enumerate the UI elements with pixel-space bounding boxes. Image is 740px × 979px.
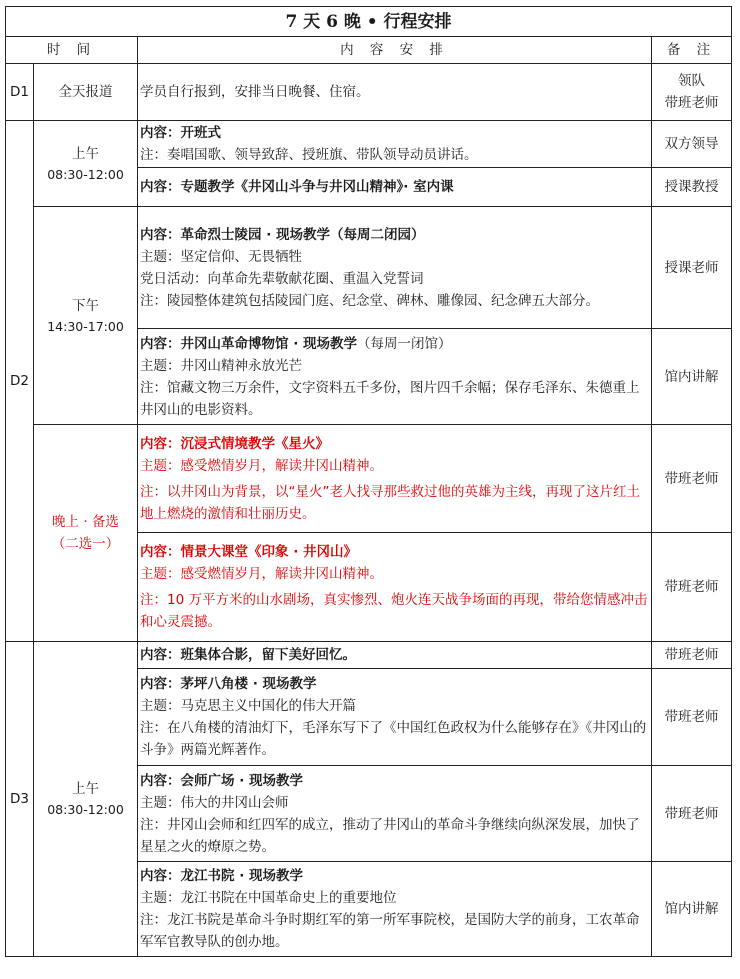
item-title: 内容：沉浸式情境教学《星火》 <box>140 435 329 452</box>
day-label-d1: D1 <box>6 64 34 121</box>
schedule-table <box>5 6 732 957</box>
item-title: 内容：井冈山革命博物馆 · 现场教学 <box>140 335 358 352</box>
d1-note-line1: 领队 <box>678 73 705 89</box>
d3-time: 08:30-12:00 <box>47 802 124 817</box>
item-title: 内容：革命烈士陵园 · 现场教学（每周二闭园） <box>140 226 425 243</box>
item-line: 主题：感受燃情岁月，解读井冈山精神。 <box>140 457 383 474</box>
item-line: 注：井冈山会师和红四军的成立，推动了井冈山的革命斗争继续向纵深发展，加快了星星之火的燎原之势。 <box>140 816 640 855</box>
item-title: 内容：情景大课堂《印象 · 井冈山》 <box>140 544 358 560</box>
item-line: 注：以井冈山为背景，以“星火”老人找寻那些救过他的英雄为主线，再现了这片红土地上燃烧的激情和壮丽历史。 <box>140 483 640 522</box>
d2-afternoon-item-1 <box>138 207 652 329</box>
header-time: 时 间 <box>6 37 138 64</box>
item-title-suffix: （每周一闭馆） <box>357 335 452 352</box>
d3-note-1: 带班老师 <box>652 642 732 669</box>
d3-label: 上午 <box>72 781 99 797</box>
d3-item-2 <box>138 669 652 766</box>
d2-morning-item-2 <box>138 168 652 207</box>
item-line: 注：馆藏文物三万余件，文字资料五千多份，图片四千余幅；保存毛泽东、朱德重上井冈山的电影资料。 <box>140 379 640 418</box>
d2-afternoon-item-2 <box>138 329 652 425</box>
item-line: 注：10 万平方米的山水剧场，真实惨烈、炮火连天战争场面的再现，带给您情感冲击和心灵震撼。 <box>140 592 648 630</box>
d2-afternoon-label: 下午 <box>72 297 99 314</box>
header-content: 内 容 安 排 <box>138 37 652 64</box>
d3-note-3: 带班老师 <box>652 766 732 862</box>
d2-morning-note-1: 双方领导 <box>652 121 732 168</box>
d2-afternoon-time: 14:30-17:00 <box>47 318 124 334</box>
item-line: 党日活动：向革命先辈敬献花圈、重温入党誓词 <box>140 270 424 287</box>
header-row <box>6 37 732 64</box>
d3-row-1 <box>6 642 732 669</box>
d1-content: 学员自行报到，安排当日晚餐、住宿。 <box>138 64 652 121</box>
d2-morning-time: 08:30-12:00 <box>47 166 124 182</box>
d3-item-1 <box>138 642 652 669</box>
d2-evening-label: 晚上 · 备选 <box>52 514 119 530</box>
d3-item-4 <box>138 862 652 957</box>
d3-note-4: 馆内讲解 <box>652 862 732 957</box>
d3-time-cell <box>34 642 138 957</box>
item-title: 内容：会师广场 · 现场教学 <box>140 772 304 789</box>
d2-afternoon-time-cell <box>34 207 138 425</box>
item-title: 内容：班集体合影，留下美好回忆。 <box>140 647 356 663</box>
d2-evening-note-2: 带班老师 <box>652 533 732 642</box>
item-title-wrap <box>140 333 649 355</box>
item-title: 内容：专题教学《井冈山斗争与井冈山精神》· 室内课 <box>140 179 454 195</box>
day-label-d2: D2 <box>6 121 34 642</box>
d2-evening-time-cell <box>34 425 138 642</box>
title-row <box>6 7 732 37</box>
d1-note <box>652 64 732 121</box>
d1-time: 全天报道 <box>34 64 138 121</box>
item-line: 注：在八角楼的清油灯下，毛泽东写下了《中国红色政权为什么能够存在》《井冈山的斗争》两篇光辉著作。 <box>140 720 647 758</box>
d1-note-line2: 带班老师 <box>664 95 719 111</box>
d2-morning-time-cell <box>34 121 138 207</box>
d2-evening-item-1 <box>138 425 652 533</box>
d2-evening-item-2 <box>138 533 652 642</box>
d2-morning-label: 上午 <box>72 145 99 162</box>
item-title: 内容：龙江书院 · 现场教学 <box>140 868 304 884</box>
d3-item-3 <box>138 766 652 862</box>
header-note: 备 注 <box>652 37 732 64</box>
item-line: 主题：井冈山精神永放光芒 <box>140 357 302 374</box>
item-line: 主题：马克思主义中国化的伟大开篇 <box>140 698 356 714</box>
d2-evening-row-1 <box>6 425 732 533</box>
d2-evening-note-1: 带班老师 <box>652 425 732 533</box>
item-line: 主题：坚定信仰、无畏牺牲 <box>140 248 302 265</box>
day-label-d3: D3 <box>6 642 34 957</box>
table-title: 7 天 6 晚 • 行程安排 <box>6 7 732 37</box>
d2-afternoon-row-1 <box>6 207 732 329</box>
d2-afternoon-note-2: 馆内讲解 <box>652 329 732 425</box>
item-title: 内容：开班式 <box>140 125 221 141</box>
item-line: 主题：伟大的井冈山会师 <box>140 794 289 811</box>
item-line: 主题：龙江书院在中国革命史上的重要地位 <box>140 890 397 906</box>
d2-afternoon-note-1: 授课老师 <box>652 207 732 329</box>
item-line: 主题：感受燃情岁月，解读井冈山精神。 <box>140 566 383 582</box>
d2-morning-row-1 <box>6 121 732 168</box>
d1-row <box>6 64 732 121</box>
d2-morning-item-1 <box>138 121 652 168</box>
d3-note-2: 带班老师 <box>652 669 732 766</box>
item-line: 注：奏唱国歌、领导致辞、授班旗、带队领导动员讲话。 <box>140 147 478 163</box>
d2-evening-sub: （二选一） <box>51 536 120 552</box>
item-line: 注：龙江书院是革命斗争时期红军的第一所军事院校，是国防大学的前身，工农革命军军官教导队的创办地。 <box>140 912 640 950</box>
item-line: 注：陵园整体建筑包括陵园门庭、纪念堂、碑林、雕像园、纪念碑五大部分。 <box>140 292 599 309</box>
item-title: 内容：茅坪八角楼 · 现场教学 <box>140 676 317 692</box>
d2-morning-note-2: 授课教授 <box>652 168 732 207</box>
